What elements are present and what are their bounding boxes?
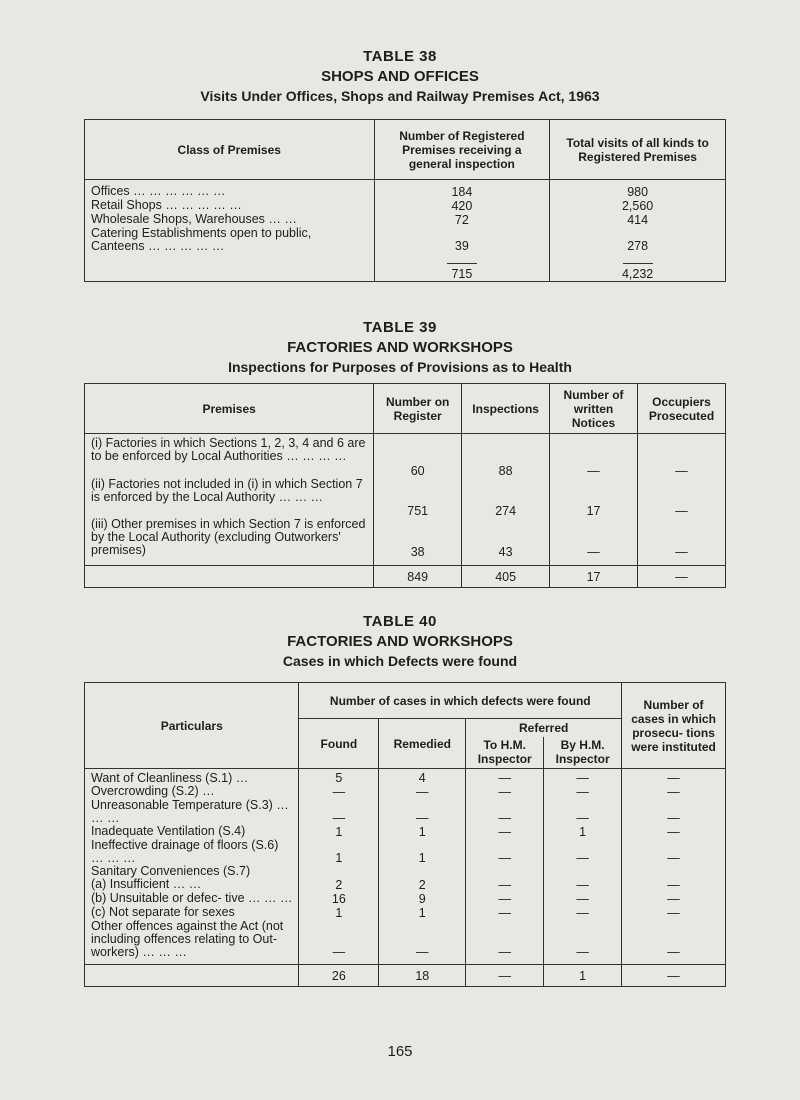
table-total-row <box>85 566 726 588</box>
t38-header-visits: Total visits of all kinds to Registered Premises <box>550 120 726 180</box>
table-40-title: FACTORIES AND WORKSHOPS <box>287 633 513 650</box>
t39-cell: — <box>638 434 726 478</box>
t38-cell: 72 <box>374 213 550 227</box>
t39-cell: 38 <box>374 518 462 566</box>
t39-cell: 274 <box>462 478 550 518</box>
table-total-row <box>85 965 726 987</box>
t39-header-prosecuted: Occupiers Prosecuted <box>638 384 726 434</box>
t40-row-label: Want of Cleanliness (S.1) … <box>85 769 299 786</box>
t39-total-insp: 405 <box>462 566 550 588</box>
t40-cell: — <box>622 906 726 920</box>
table-39-title: FACTORIES AND WORKSHOPS <box>287 339 513 356</box>
t40-row-label: (a) Insufficient … … <box>85 878 299 892</box>
t40-cell: — <box>379 799 466 825</box>
t38-row-label: Catering Establishments open to public, Canteens … … … … … <box>85 227 375 253</box>
table-row <box>85 769 726 786</box>
table-row <box>85 185 726 199</box>
t38-cell: 980 <box>550 185 726 199</box>
t40-header-particulars: Particulars <box>85 683 299 769</box>
t38-cell: 184 <box>374 185 550 199</box>
t40-total-found: 26 <box>299 965 379 987</box>
t38-cell: 39 <box>374 227 550 253</box>
t38-row-label: Offices … … … … … … <box>85 185 375 199</box>
t39-total-reg: 849 <box>374 566 462 588</box>
t39-cell: 60 <box>374 434 462 478</box>
t38-total-a: 715 <box>374 267 550 282</box>
table-row <box>85 785 726 799</box>
table-39-heading <box>0 318 800 377</box>
table-row <box>85 478 726 518</box>
t39-total-notices: 17 <box>550 566 638 588</box>
t39-cell: — <box>550 518 638 566</box>
t40-row-label: Ineffective drainage of floors (S.6) … … … <box>85 839 299 865</box>
table-row <box>85 227 726 253</box>
table-row <box>85 825 726 839</box>
t39-header-register: Number on Register <box>374 384 462 434</box>
t40-cell: 9 <box>379 892 466 906</box>
t40-total-to: — <box>466 965 544 987</box>
t40-cell: — <box>622 785 726 799</box>
t40-row-label: (b) Unsuitable or defec- tive … … … <box>85 892 299 906</box>
table-40-heading <box>0 612 800 671</box>
t40-cell: — <box>544 892 622 906</box>
table-row <box>85 920 726 965</box>
table-38-number: TABLE 38 <box>363 48 437 65</box>
t40-cell: — <box>466 769 544 786</box>
t40-row-label: Inadequate Ventilation (S.4) <box>85 825 299 839</box>
t40-total-by: 1 <box>544 965 622 987</box>
t39-row-label: (ii) Factories not included in (i) in which Section 7 is enforced by the Local Authority … … … <box>85 478 374 518</box>
table-39 <box>84 383 726 588</box>
t40-cell: — <box>379 920 466 965</box>
t40-header-referred: Referred <box>466 719 622 737</box>
table-row <box>85 518 726 566</box>
t39-header-inspections: Inspections <box>462 384 550 434</box>
table-row <box>85 799 726 825</box>
t40-total-pros: — <box>622 965 726 987</box>
t40-cell: — <box>466 920 544 965</box>
t40-row-label: Unreasonable Temperature (S.3) … … … <box>85 799 299 825</box>
t40-header-remedied: Remedied <box>379 719 466 769</box>
t39-row-label: (iii) Other premises in which Section 7 is enforced by the Local Authority (excluding Outworkers' premises) <box>85 518 374 566</box>
t39-cell: 17 <box>550 478 638 518</box>
t40-cell: — <box>544 769 622 786</box>
page-number: 165 <box>387 1043 413 1060</box>
table-total-row <box>85 267 726 282</box>
table-row <box>85 213 726 227</box>
t39-cell: 751 <box>374 478 462 518</box>
table-40 <box>84 682 726 987</box>
table-row <box>85 434 726 478</box>
t40-cell: 1 <box>299 825 379 839</box>
table-38 <box>84 119 726 282</box>
t40-cell: — <box>466 839 544 865</box>
t39-cell: 43 <box>462 518 550 566</box>
t39-cell: 88 <box>462 434 550 478</box>
table-row <box>85 892 726 906</box>
t40-cell: — <box>466 906 544 920</box>
t40-row-label: (c) Not separate for sexes <box>85 906 299 920</box>
t40-cell: 2 <box>299 878 379 892</box>
t38-cell: 414 <box>550 213 726 227</box>
t40-cell: — <box>544 785 622 799</box>
t39-row-label: (i) Factories in which Sections 1, 2, 3, 4 and 6 are to be enforced by Local Authorities … … … … <box>85 434 374 478</box>
t38-row-label: Retail Shops … … … … … <box>85 199 375 213</box>
table-row <box>85 839 726 865</box>
t40-cell: — <box>299 785 379 799</box>
t39-cell: — <box>638 478 726 518</box>
table-38-heading <box>0 47 800 106</box>
t39-header-premises: Premises <box>85 384 374 434</box>
t40-cell: — <box>544 839 622 865</box>
t40-cell: — <box>466 878 544 892</box>
table-40-subtitle: Cases in which Defects were found <box>282 653 518 669</box>
t38-cell: 278 <box>550 227 726 253</box>
t40-cell: — <box>622 799 726 825</box>
t40-row-label: Sanitary Conveniences (S.7) <box>85 865 299 878</box>
t38-header-inspections: Number of Registered Premises receiving a general inspection <box>374 120 550 180</box>
t39-header-notices: Number of written Notices <box>550 384 638 434</box>
t40-cell: — <box>379 785 466 799</box>
t40-cell: 1 <box>379 825 466 839</box>
t40-cell: — <box>622 892 726 906</box>
t40-cell: — <box>622 839 726 865</box>
t40-row-label: Other offences against the Act (not including offences relating to Out- workers) … … … <box>85 920 299 965</box>
t40-cell: — <box>466 892 544 906</box>
t40-cell: 1 <box>299 906 379 920</box>
t40-header-group: Number of cases in which defects were found <box>299 683 622 719</box>
t39-cell: — <box>638 518 726 566</box>
t39-cell: — <box>550 434 638 478</box>
t40-cell: 16 <box>299 892 379 906</box>
table-row <box>85 878 726 892</box>
t40-total-remedied: 18 <box>379 965 466 987</box>
subtotal-rule <box>447 263 477 264</box>
t40-cell: 2 <box>379 878 466 892</box>
t40-cell: — <box>622 878 726 892</box>
t40-header-to-hmi: To H.M. Inspector <box>466 737 544 769</box>
t40-cell: — <box>466 799 544 825</box>
table-row <box>85 199 726 213</box>
table-39-number: TABLE 39 <box>363 319 437 336</box>
table-row <box>85 906 726 920</box>
t40-header-prosecutions: Number of cases in which prosecu- tions were instituted <box>622 683 726 769</box>
t38-cell: 420 <box>374 199 550 213</box>
t40-cell: — <box>544 920 622 965</box>
t38-cell: 2,560 <box>550 199 726 213</box>
t40-cell: 1 <box>379 839 466 865</box>
t40-cell: 1 <box>299 839 379 865</box>
t40-cell: 1 <box>544 825 622 839</box>
t40-cell: — <box>544 799 622 825</box>
t40-header-found: Found <box>299 719 379 769</box>
t40-cell: — <box>544 878 622 892</box>
t40-cell: — <box>299 920 379 965</box>
t38-header-class: Class of Premises <box>85 120 375 180</box>
t40-row-label: Overcrowding (S.2) … <box>85 785 299 799</box>
t40-header-by-hmi: By H.M. Inspector <box>544 737 622 769</box>
t40-cell: 1 <box>379 906 466 920</box>
t40-cell: 4 <box>379 769 466 786</box>
t39-total-pros: — <box>638 566 726 588</box>
t38-total-b: 4,232 <box>550 267 726 282</box>
table-38-subtitle: Visits Under Offices, Shops and Railway Premises Act, 1963 <box>200 88 600 104</box>
table-39-subtitle: Inspections for Purposes of Provisions as to Health <box>228 359 572 375</box>
t40-cell: — <box>466 825 544 839</box>
t40-cell: — <box>544 906 622 920</box>
t40-cell: — <box>622 920 726 965</box>
t40-cell: 5 <box>299 769 379 786</box>
t40-cell: — <box>622 769 726 786</box>
table-38-title: SHOPS AND OFFICES <box>321 68 479 85</box>
t40-cell: — <box>622 825 726 839</box>
t40-cell: — <box>299 799 379 825</box>
subtotal-rule <box>623 263 653 264</box>
t40-cell: — <box>466 785 544 799</box>
table-40-number: TABLE 40 <box>363 613 437 630</box>
t38-row-label: Wholesale Shops, Warehouses … … <box>85 213 375 227</box>
